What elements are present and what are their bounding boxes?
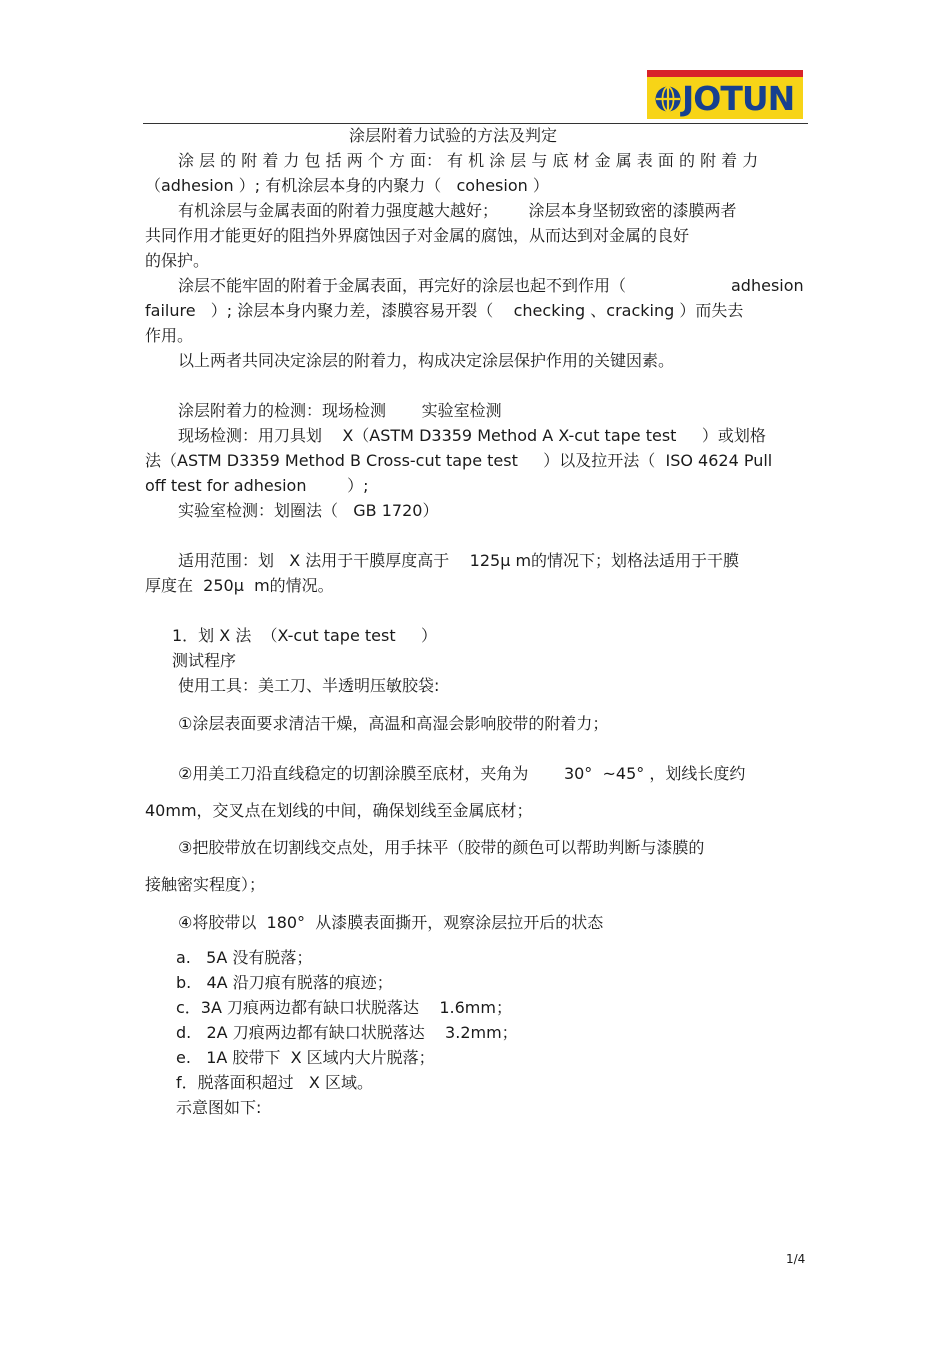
paragraph-line: （adhesion ）; 有机涂层本身的内聚力（ cohesion ）: [145, 176, 549, 195]
paragraph-line: adhesion: [731, 276, 804, 295]
paragraph-line: 适用范围：划 X 法用于干膜厚度高于 125μ m的情况下；划格法适用于干膜: [178, 551, 740, 570]
page-number: 1/4: [786, 1252, 806, 1266]
document-title: 涂层附着力试验的方法及判定: [349, 126, 558, 145]
header-rule: [143, 123, 808, 124]
paragraph-line: 厚度在 250μ m的情况。: [145, 576, 334, 595]
rating-item: e. 1A 胶带下 X 区域内大片脱落；: [176, 1048, 435, 1067]
paragraph-line: failure ）; 涂层本身内聚力差，漆膜容易开裂（ checking 、cracking ）而失去: [145, 301, 744, 320]
rating-item: a. 5A 没有脱落；: [176, 948, 313, 967]
paragraph-line: 现场检测：用刀具划 X（ASTM D3359 Method A X-cut tape test ）或划格: [178, 426, 766, 445]
paragraph-line: 法（ASTM D3359 Method B Cross-cut tape test ）以及拉开法（ ISO 4624 Pull: [145, 451, 773, 470]
logo-wordmark: JOTUN: [682, 79, 795, 118]
paragraph-line: 测试程序: [172, 651, 237, 670]
step-line: ③把胶带放在切割线交点处，用手抹平（胶带的颜色可以帮助判断与漆膜的: [178, 838, 705, 857]
logo-red-bar: [647, 70, 803, 77]
paragraph-line: 使用工具：美工刀、半透明压敏胶袋:: [178, 676, 440, 695]
paragraph-line: 作用。: [145, 326, 194, 345]
rating-item: b. 4A 沿刀痕有脱落的痕迹；: [176, 973, 393, 992]
paragraph-line: 涂 层 的 附 着 力 包 括 两 个 方 面： 有 机 涂 层 与 底 材 金 属 表 面 的 附 着 力: [178, 151, 759, 170]
paragraph-line: off test for adhesion ）;: [145, 476, 369, 495]
paragraph-line: 有机涂层与金属表面的附着力强度越大越好； 涂层本身坚韧致密的漆膜两者: [178, 201, 737, 220]
step-line: ①涂层表面要求清洁干燥，高温和高湿会影响胶带的附着力；: [178, 714, 609, 733]
rating-item: f．脱落面积超过 X 区域。: [176, 1073, 373, 1092]
paragraph-line: 共同作用才能更好的阻挡外界腐蚀因子对金属的腐蚀，从而达到对金属的良好: [145, 226, 690, 245]
step-line: ②用美工刀沿直线稳定的切割涂膜至底材，夹角为 30° ~45° ，划线长度约: [178, 764, 746, 783]
step-line: 接触密实程度）；: [145, 875, 266, 894]
paragraph-line: 以上两者共同决定涂层的附着力，构成决定涂层保护作用的关键因素。: [178, 351, 675, 370]
paragraph-line: 涂层附着力的检测：现场检测 实验室检测: [178, 401, 502, 420]
paragraph-line: 涂层不能牢固的附着于金属表面，再完好的涂层也起不到作用（: [178, 276, 627, 295]
jotun-logo: [647, 70, 803, 119]
globe-icon: [654, 85, 682, 113]
rating-item: d. 2A 刀痕两边都有缺口状脱落达 3.2mm；: [176, 1023, 518, 1042]
rating-item: c．3A 刀痕两边都有缺口状脱落达 1.6mm；: [176, 998, 512, 1017]
paragraph-line: 的保护。: [145, 251, 210, 270]
section-heading: 1．划 X 法 （X-cut tape test ）: [172, 626, 438, 645]
paragraph-line: 实验室检测：划圈法（ GB 1720）: [178, 501, 439, 520]
step-line: ④将胶带以 180° 从漆膜表面撕开，观察涂层拉开后的状态: [178, 913, 604, 932]
step-line: 40mm，交叉点在划线的中间，确保划线至金属底材；: [145, 801, 533, 820]
paragraph-line: 示意图如下:: [176, 1098, 262, 1117]
